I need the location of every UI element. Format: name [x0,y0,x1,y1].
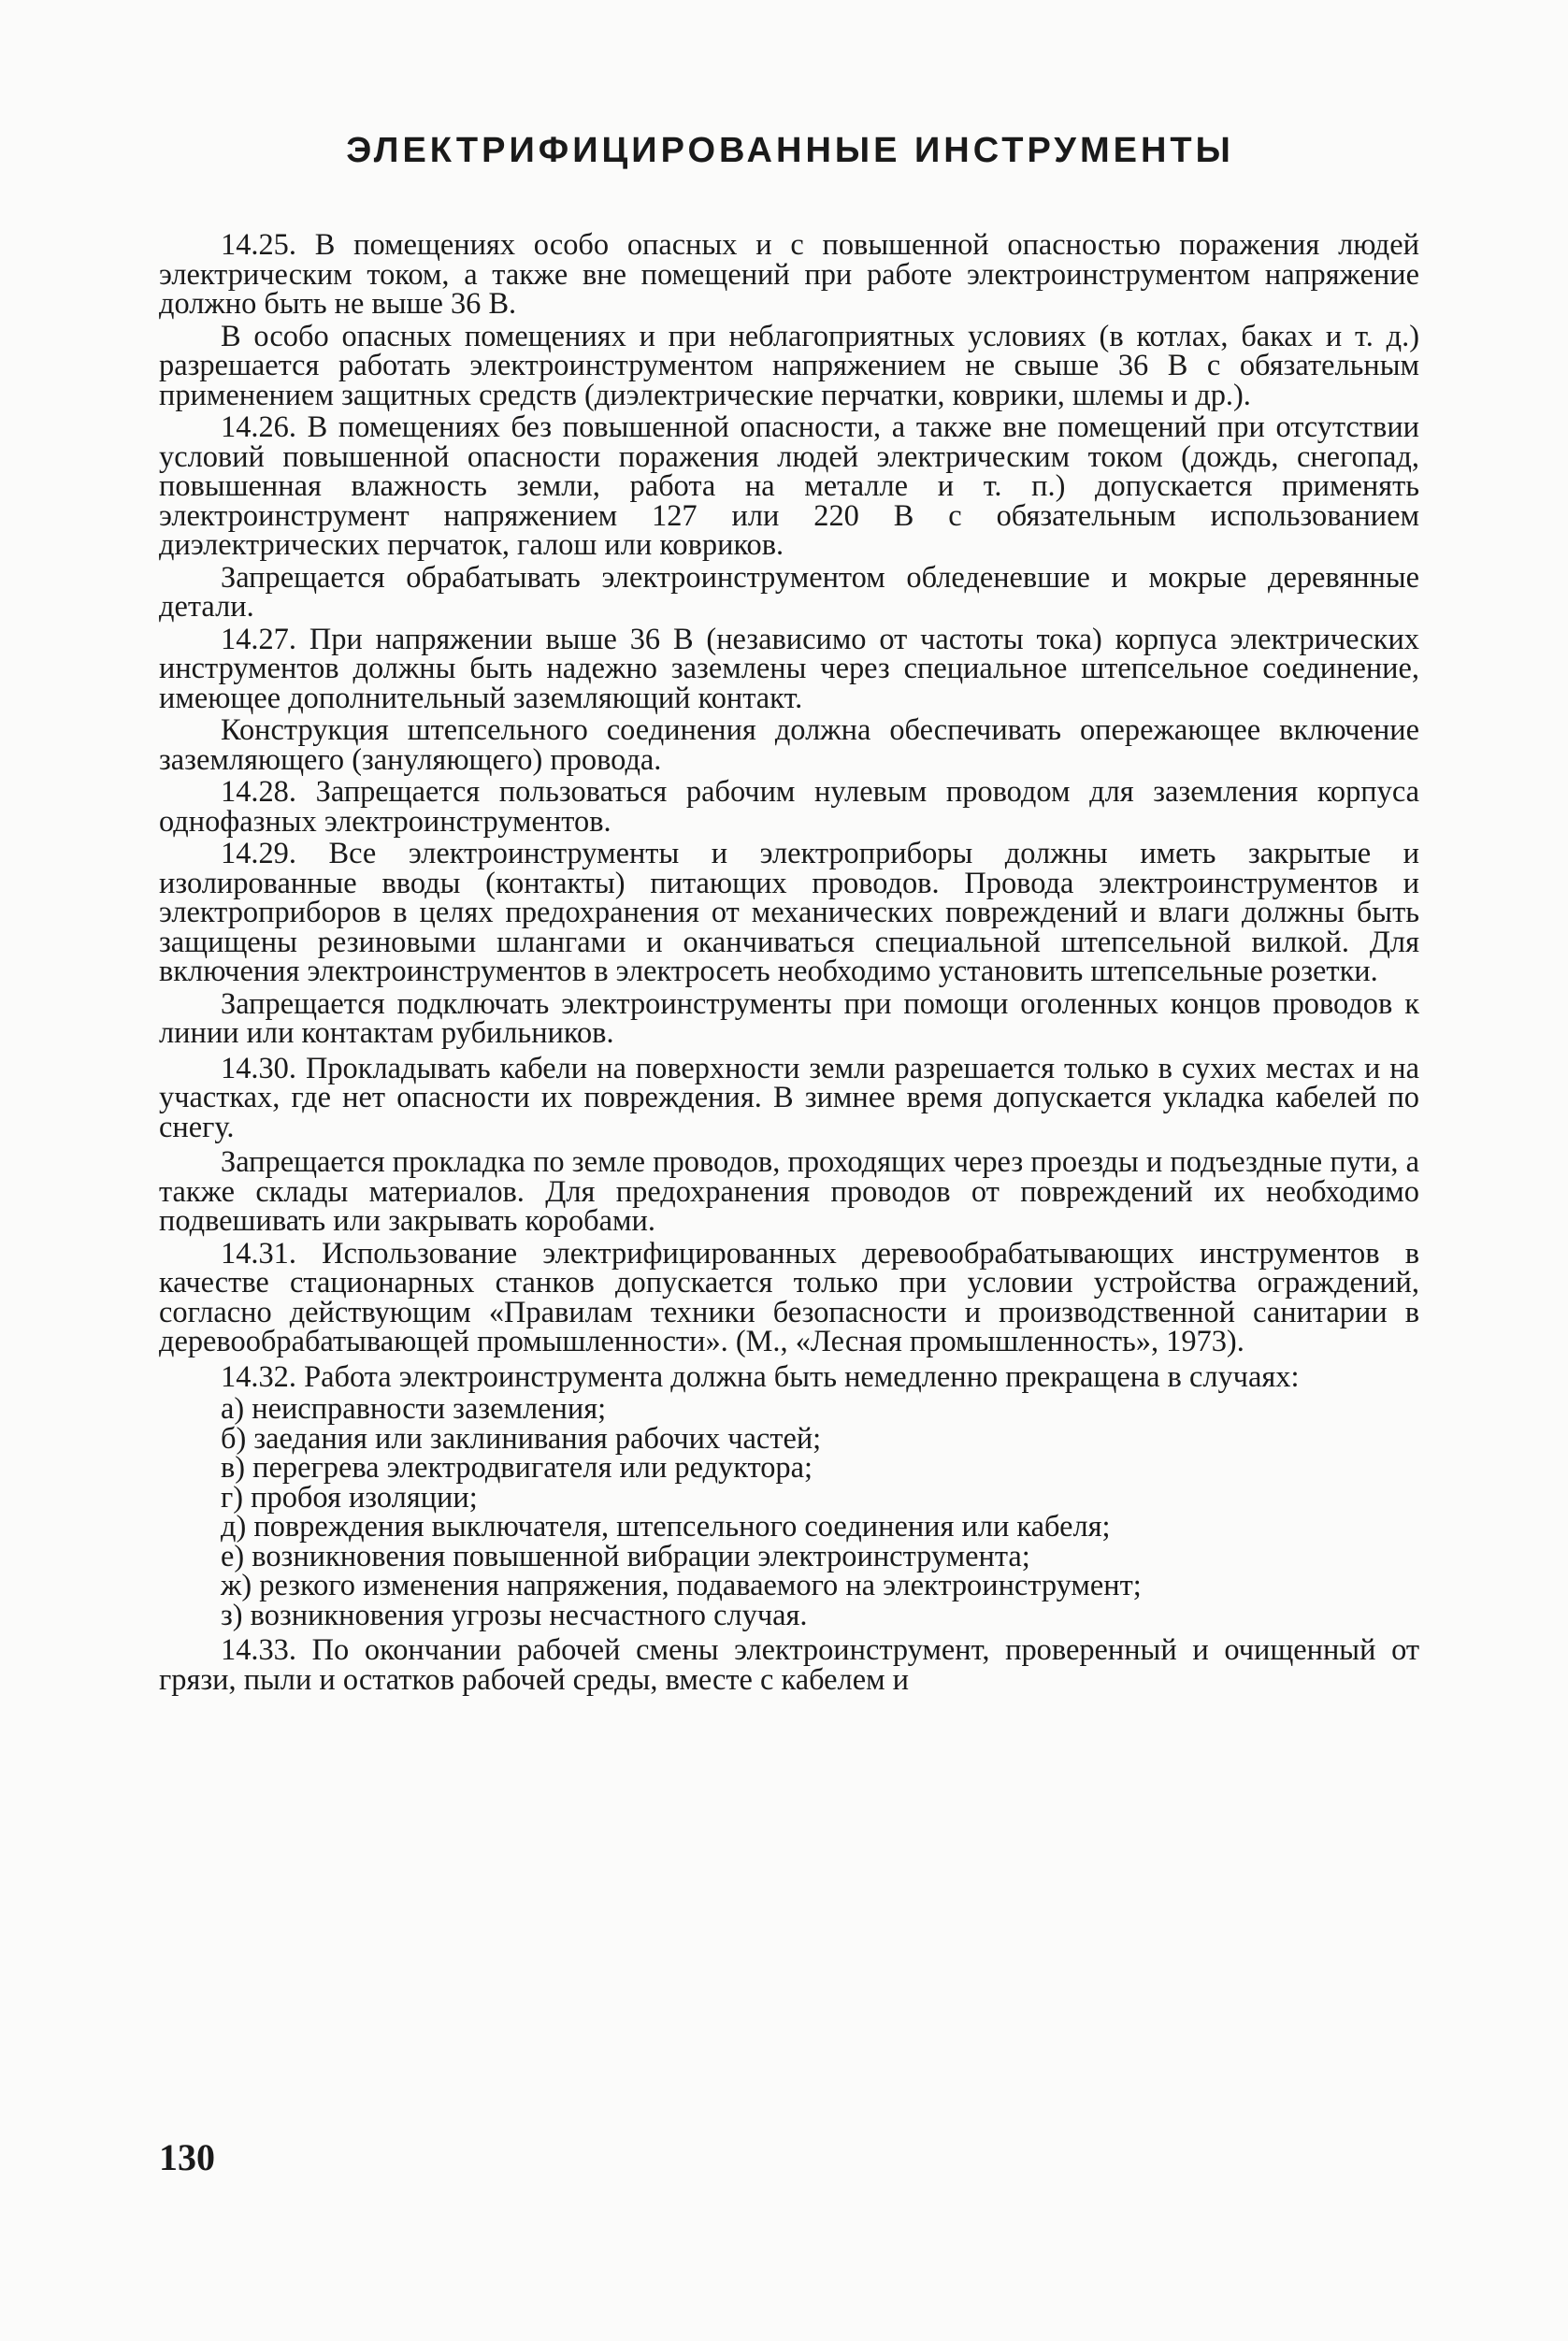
list-item: ж) резкого изменения напряжения, подаваемого на электроинструмент; [221,1569,1142,1602]
list-item: е) возникновения повышенной вибрации электроинструмента; [221,1539,1030,1573]
paragraph-14-27: 14.27. При напряжении выше 36 В (независимо от частоты тока) корпуса электрических инструментов должны быть надежно заземлены через специальное штепсельное соединение, имеющее дополнительный заземляющий контакт. [159,622,1419,715]
paragraph-14-30: 14.30. Прокладывать кабели на поверхности земли разрешается только в сухих местах и на участках, где нет опасности их повреждения. В зимнее время допускается укладка кабелей по снегу. [159,1051,1419,1144]
paragraph-14-26-cont: Запрещается обрабатывать электроинструментом обледеневшие и мокрые деревянные детали. [159,560,1419,624]
list-item: з) возникновения угрозы несчастного случая. [221,1598,808,1632]
paragraph-14-31: 14.31. Использование электрифицированных деревообрабатывающих инструментов в качестве стационарных станков допускается только при условии устройства ограждений, согласно действующим «Правилам техники безопасности и производственной санитарии в деревообрабатывающей промышленности». (М., «Лесная промышленность», 1973). [159,1236,1419,1358]
paragraph-14-29-cont: Запрещается подключать электроинструменты при помощи оголенных концов проводов к линии или контактам рубильников. [159,986,1419,1050]
paragraph-14-32: 14.32. Работа электроинструмента должна быть немедленно прекращена в случаях: [221,1359,1300,1394]
paragraph-14-26: 14.26. В помещениях без повышенной опасности, а также вне помещений при отсутствии условий повышенной опасности поражения людей электрическим током (дождь, снегопад, повышенная влажность земли, работа на металле и т. п.) допускается применять электроинструмент напряжением 127 или 220 В с обязательным использованием диэлектрических перчаток, галош или ковриков. [159,410,1419,562]
body-text [159,228,1419,1698]
paragraph-14-28: 14.28. Запрещается пользоваться рабочим нулевым проводом для заземления корпуса однофазных электроинструментов. [159,775,1419,839]
paragraph-14-25-cont: В особо опасных помещениях и при неблагоприятных условиях (в котлах, баках и т. д.) разрешается работать электроинструментом напряжением не свыше 36 В с обязательным применением защитных средств (диэлектрические перчатки, коврики, шлемы и др.). [159,319,1419,412]
paragraph-14-25: 14.25. В помещениях особо опасных и с повышенной опасностью поражения людей электрическим током, а также вне помещений при работе электроинструментом напряжение должно быть не выше 36 В. [159,228,1419,321]
list-item: д) повреждения выключателя, штепсельного соединения или кабеля; [221,1510,1111,1544]
paragraph-14-30-cont: Запрещается прокладка по земле проводов, проходящих через проезды и подъездные пути, а также склады материалов. Для предохранения проводов от повреждений их необходимо подвешивать или закрывать коробами. [159,1145,1419,1238]
list-item: г) пробоя изоляции; [221,1480,478,1515]
paragraph-14-29: 14.29. Все электроинструменты и электроприборы должны иметь закрытые и изолированные вводы (контакты) питающих проводов. Провода электроинструментов и электроприборов в целях предохранения от механических повреждений и влаги должны быть защищены резиновыми шлангами и оканчиваться специальной штепсельной вилкой. Для включения электроинструментов в электросеть необходимо установить штепсельные розетки. [159,837,1419,988]
paragraph-14-33: 14.33. По окончании рабочей смены электроинструмент, проверенный и очищенный от грязи, пыли и остатков рабочей среды, вместе с кабелем и [159,1633,1419,1697]
page-number: 130 [159,2136,215,2178]
page-title: ЭЛЕКТРИФИЦИРОВАННЫЕ ИНСТРУМЕНТЫ [346,131,1234,170]
list-item: в) перегрева электродвигателя или редуктора; [221,1451,813,1485]
paragraph-14-27-cont: Конструкция штепсельного соединения должна обеспечивать опережающее включение заземляющего (зануляющего) провода. [159,713,1419,777]
list-item: б) заедания или заклинивания рабочих частей; [221,1421,822,1456]
list-item: а) неисправности заземления; [221,1392,607,1426]
